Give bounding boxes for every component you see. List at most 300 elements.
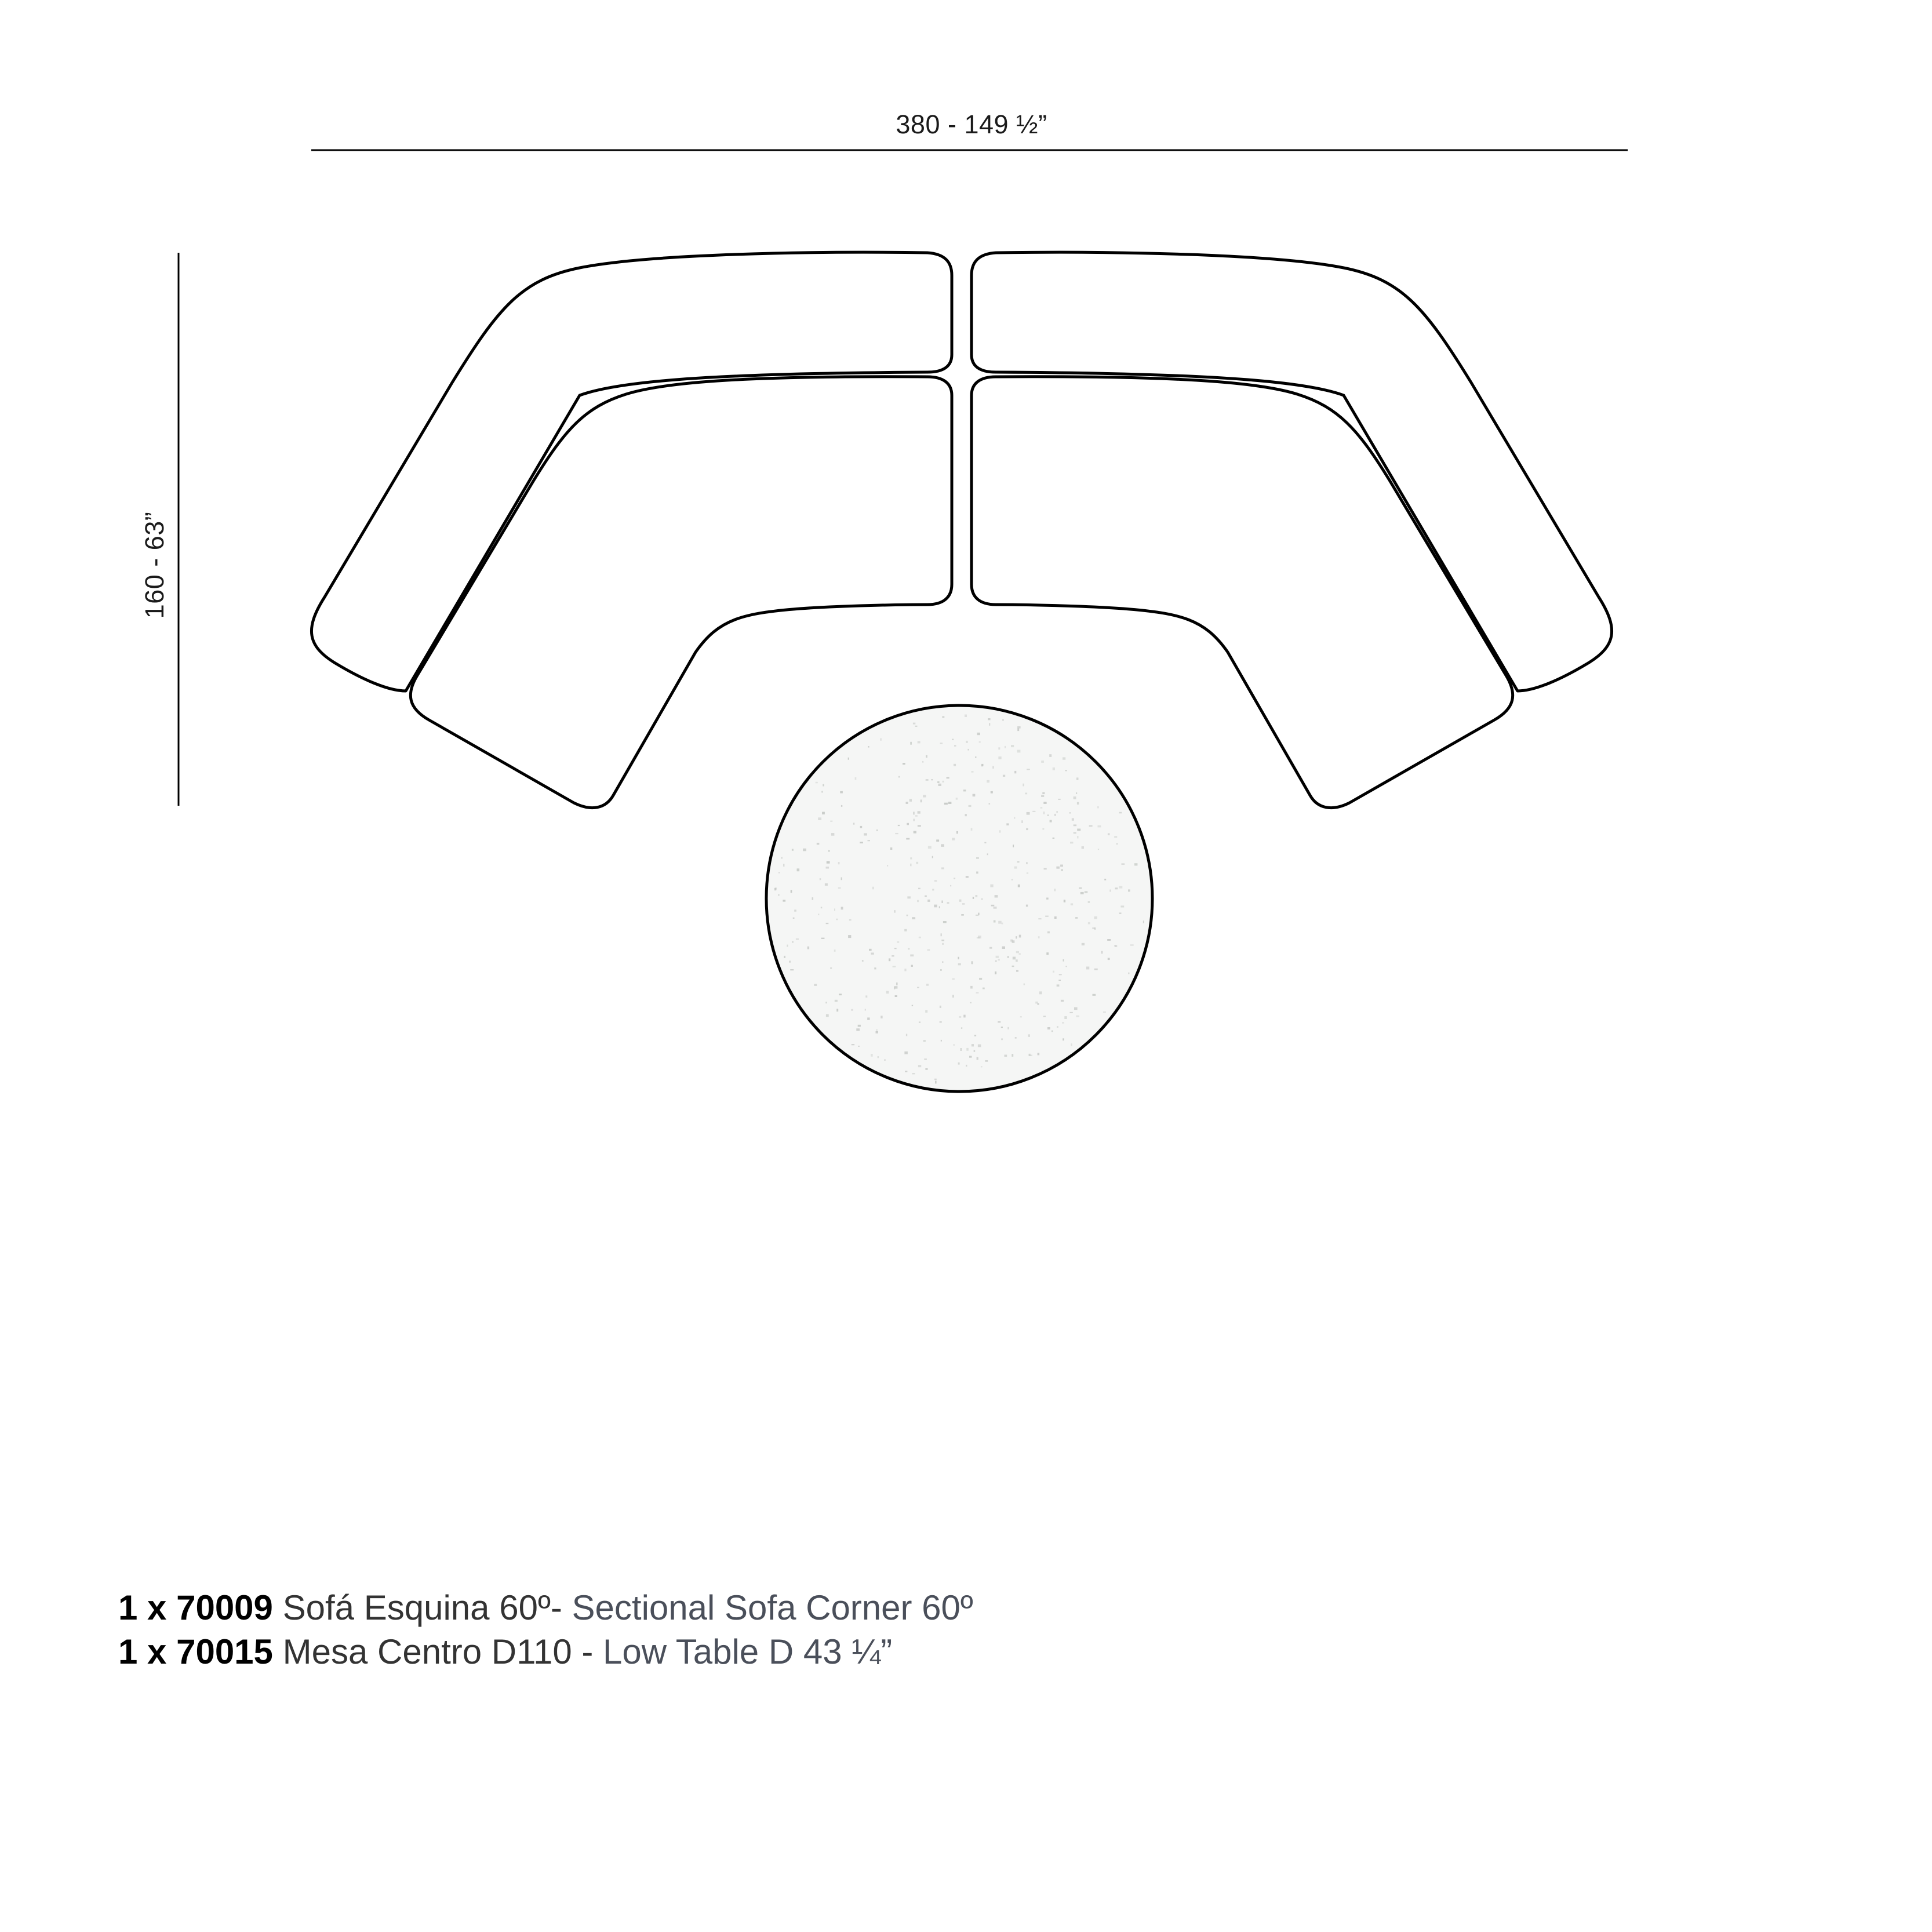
texture-speckle: [981, 1066, 983, 1067]
texture-speckle: [952, 739, 954, 740]
texture-speckle: [1042, 828, 1044, 830]
item-name-en: Low Table D 43 ¼”: [593, 1632, 893, 1671]
texture-speckle: [787, 945, 788, 947]
texture-speckle: [895, 995, 897, 997]
texture-speckle: [989, 947, 992, 949]
texture-speckle: [1005, 1055, 1007, 1057]
texture-speckle: [953, 1045, 955, 1046]
texture-speckle: [836, 919, 838, 920]
texture-speckle: [896, 983, 898, 985]
texture-speckle: [1143, 920, 1144, 923]
texture-speckle: [818, 817, 821, 820]
texture-speckle: [995, 960, 997, 962]
texture-speckle: [1013, 957, 1016, 960]
texture-speckle: [952, 995, 954, 998]
texture-speckle: [925, 1068, 927, 1070]
texture-speckle: [1080, 892, 1084, 894]
texture-speckle: [1128, 973, 1129, 974]
texture-speckle: [972, 961, 973, 964]
texture-speckle: [1041, 795, 1044, 797]
texture-speckle: [1074, 796, 1076, 799]
texture-speckle: [893, 966, 896, 967]
texture-speckle: [987, 853, 988, 855]
texture-speckle: [1061, 1000, 1064, 1002]
texture-speckle: [973, 897, 974, 899]
texture-speckle: [967, 749, 969, 751]
texture-speckle: [1109, 890, 1111, 892]
texture-speckle: [970, 1002, 972, 1003]
texture-speckle: [894, 948, 897, 949]
texture-speckle: [827, 861, 830, 864]
texture-speckle: [940, 969, 942, 971]
texture-speckle: [836, 1009, 838, 1012]
texture-speckle: [972, 1044, 974, 1046]
texture-speckle: [1039, 991, 1042, 994]
texture-speckle: [906, 802, 908, 804]
texture-speckle: [1012, 1054, 1013, 1057]
sofa-back-left: [311, 252, 952, 691]
texture-speckle: [943, 921, 947, 923]
texture-speckle: [855, 777, 857, 780]
texture-speckle: [960, 1048, 962, 1051]
texture-speckle: [1026, 862, 1028, 864]
texture-speckle: [916, 862, 918, 864]
item-code: 1 x 70015: [118, 1632, 273, 1671]
texture-speckle: [1012, 966, 1014, 967]
texture-speckle: [876, 829, 878, 831]
texture-speckle: [874, 967, 876, 969]
texture-speckle: [820, 878, 821, 880]
texture-speckle: [1060, 865, 1063, 867]
texture-speckle: [892, 955, 894, 956]
texture-speckle: [1082, 943, 1085, 945]
texture-speckle: [1070, 842, 1074, 843]
texture-speckle: [887, 865, 888, 867]
texture-speckle: [840, 791, 843, 794]
texture-speckle: [792, 941, 793, 943]
texture-speckle: [862, 960, 864, 962]
texture-speckle: [974, 1035, 976, 1036]
texture-speckle: [1069, 812, 1071, 814]
texture-speckle: [972, 771, 974, 772]
texture-speckle: [925, 1010, 927, 1013]
texture-speckle: [821, 938, 825, 939]
texture-speckle: [913, 819, 915, 821]
texture-speckle: [906, 1034, 907, 1036]
texture-speckle: [991, 791, 993, 794]
texture-speckle: [818, 914, 819, 915]
texture-speckle: [941, 940, 944, 941]
texture-speckle: [794, 909, 796, 911]
texture-speckle: [944, 803, 948, 805]
texture-speckle: [1085, 891, 1088, 893]
texture-speckle: [895, 833, 898, 834]
texture-speckle: [991, 905, 995, 907]
texture-speckle: [943, 781, 944, 783]
texture-speckle: [919, 1021, 920, 1023]
texture-speckle: [1047, 814, 1049, 816]
texture-speckle: [979, 978, 982, 980]
texture-speckle: [831, 833, 835, 836]
texture-speckle: [1063, 959, 1064, 962]
texture-speckle: [908, 948, 909, 950]
texture-speckle: [1014, 817, 1015, 819]
texture-speckle: [841, 878, 843, 881]
texture-speckle: [1054, 916, 1057, 919]
texture-speckle: [910, 857, 912, 859]
texture-speckle: [890, 847, 893, 850]
texture-speckle: [783, 864, 784, 867]
texture-speckle: [932, 889, 934, 890]
texture-speckle: [894, 910, 896, 912]
texture-speckle: [834, 949, 836, 952]
texture-speckle: [969, 805, 972, 807]
texture-speckle: [803, 849, 806, 852]
texture-speckle: [848, 935, 851, 938]
texture-speckle: [1086, 967, 1089, 970]
texture-speckle: [881, 1016, 882, 1018]
texture-speckle: [876, 1031, 879, 1034]
texture-speckle: [1047, 932, 1050, 934]
item-name-en: Sectional Sofa Corner 60º: [562, 1588, 973, 1627]
texture-speckle: [868, 840, 871, 841]
texture-speckle: [969, 1056, 972, 1058]
texture-speckle: [1002, 923, 1003, 925]
texture-speckle: [981, 764, 983, 766]
texture-speckle: [886, 991, 889, 994]
texture-speckle: [889, 958, 890, 961]
texture-speckle: [894, 986, 898, 988]
texture-speckle: [1028, 1034, 1030, 1036]
texture-speckle: [924, 1058, 927, 1060]
texture-speckle: [941, 867, 944, 869]
texture-speckle: [992, 766, 994, 769]
texture-speckle: [1043, 802, 1046, 804]
texture-speckle: [1047, 1027, 1050, 1029]
texture-speckle: [1107, 939, 1111, 941]
texture-speckle: [1058, 980, 1061, 981]
texture-speckle: [913, 723, 915, 725]
texture-speckle: [830, 967, 832, 969]
texture-speckle: [1001, 1038, 1003, 1040]
texture-speckle: [1057, 984, 1060, 987]
texture-speckle: [860, 826, 863, 828]
texture-speckle: [998, 959, 1000, 960]
texture-speckle: [922, 761, 923, 763]
texture-speckle: [1032, 811, 1035, 812]
texture-speckle: [1027, 769, 1030, 770]
texture-speckle: [865, 1009, 866, 1011]
texture-speckle: [825, 1002, 827, 1003]
texture-speckle: [996, 956, 999, 958]
texture-speckle: [789, 960, 791, 962]
texture-speckle: [912, 1005, 913, 1006]
texture-speckle: [1103, 1012, 1106, 1013]
texture-speckle: [1038, 936, 1040, 938]
texture-speckle: [976, 872, 978, 874]
texture-speckle: [998, 756, 1001, 759]
texture-speckle: [1098, 825, 1101, 828]
texture-speckle: [1021, 820, 1023, 823]
texture-speckle: [974, 1050, 976, 1052]
texture-speckle: [904, 969, 906, 971]
texture-speckle: [989, 723, 990, 725]
texture-speckle: [812, 897, 814, 900]
texture-speckle: [1114, 836, 1117, 838]
texture-speckle: [1005, 746, 1006, 748]
texture-speckle: [1024, 984, 1025, 985]
texture-speckle: [959, 900, 962, 902]
texture-speckle: [860, 842, 863, 843]
texture-speckle: [1053, 767, 1055, 770]
texture-speckle: [942, 961, 944, 963]
texture-speckle: [835, 1000, 838, 1002]
texture-speckle: [970, 986, 973, 989]
texture-speckle: [1045, 916, 1049, 917]
texture-speckle: [1072, 818, 1074, 821]
texture-speckle: [910, 955, 914, 957]
texture-speckle: [1002, 947, 1005, 949]
texture-speckle: [1016, 936, 1017, 938]
texture-speckle: [998, 921, 1002, 924]
texture-speckle: [940, 743, 943, 744]
texture-speckle: [1076, 792, 1077, 794]
texture-speckle: [1071, 1043, 1072, 1046]
texture-speckle: [781, 857, 783, 859]
texture-speckle: [1053, 838, 1055, 839]
texture-speckle: [1076, 1016, 1079, 1017]
texture-speckle: [858, 1046, 860, 1047]
texture-speckle: [941, 901, 943, 904]
texture-speckle: [796, 938, 799, 940]
item-code: 1 x 70009: [118, 1588, 273, 1627]
texture-speckle: [884, 1059, 886, 1061]
texture-speckle: [962, 903, 965, 904]
texture-speckle: [1057, 811, 1058, 813]
texture-speckle: [1043, 812, 1045, 814]
texture-speckle: [941, 1040, 942, 1042]
item-list: [118, 1586, 973, 1674]
texture-speckle: [1049, 754, 1051, 757]
texture-speckle: [904, 929, 907, 932]
texture-speckle: [1116, 843, 1118, 845]
texture-speckle: [990, 885, 993, 887]
texture-speckle: [1017, 750, 1021, 753]
texture-speckle: [915, 726, 918, 727]
texture-speckle: [1014, 771, 1016, 773]
low-table: [766, 705, 1152, 1091]
texture-speckle: [1061, 869, 1063, 871]
texture-speckle: [1027, 872, 1028, 874]
texture-speckle: [934, 880, 937, 881]
texture-speckle: [1007, 956, 1009, 958]
texture-speckle: [1038, 1003, 1039, 1005]
texture-speckle: [1051, 1031, 1053, 1032]
width-dimension-label: 380 - 149 ½”: [896, 110, 1047, 139]
texture-speckle: [917, 987, 919, 988]
texture-speckle: [825, 883, 828, 886]
texture-speckle: [898, 825, 900, 826]
texture-speckle: [965, 814, 967, 816]
texture-speckle: [1108, 833, 1110, 835]
texture-speckle: [1104, 879, 1106, 881]
texture-speckle: [948, 802, 952, 804]
texture-speckle: [923, 1040, 926, 1042]
texture-speckle: [1119, 886, 1123, 889]
texture-speckle: [814, 984, 817, 986]
texture-speckle: [915, 815, 918, 817]
texture-speckle: [872, 887, 874, 890]
texture-speckle: [1065, 770, 1067, 771]
texture-speckle: [792, 849, 794, 850]
texture-speckle: [853, 823, 855, 824]
texture-speckle: [1058, 799, 1060, 800]
texture-speckle: [838, 887, 841, 889]
texture-speckle: [898, 776, 900, 778]
texture-speckle: [925, 896, 927, 897]
texture-speckle: [1077, 829, 1080, 831]
texture-speckle: [1088, 901, 1090, 903]
texture-speckle: [934, 905, 937, 908]
texture-speckle: [941, 933, 942, 936]
texture-speckle: [1023, 784, 1024, 787]
texture-speckle: [878, 1056, 879, 1058]
texture-speckle: [816, 782, 818, 784]
texture-speckle: [947, 777, 949, 779]
texture-speckle: [841, 907, 843, 909]
texture-speckle: [1016, 970, 1018, 972]
texture-speckle: [869, 949, 872, 951]
texture-speckle: [858, 1025, 861, 1027]
texture-speckle: [936, 839, 939, 842]
texture-speckle: [995, 895, 998, 897]
texture-speckle: [1011, 745, 1014, 747]
texture-speckle: [1015, 1037, 1017, 1038]
texture-speckle: [1018, 885, 1020, 887]
texture-speckle: [1063, 757, 1065, 759]
texture-speckle: [910, 864, 911, 867]
texture-speckle: [897, 941, 900, 943]
texture-speckle: [783, 900, 785, 901]
texture-speckle: [1130, 944, 1134, 946]
texture-speckle: [880, 738, 882, 741]
texture-speckle: [1108, 958, 1110, 960]
texture-speckle: [1007, 1027, 1009, 1029]
texture-speckle: [978, 1045, 981, 1047]
texture-speckle: [774, 888, 776, 890]
texture-speckle: [856, 1028, 860, 1031]
texture-speckle: [1064, 1016, 1067, 1019]
texture-speckle: [956, 831, 958, 834]
texture-speckle: [1128, 889, 1130, 892]
texture-speckle: [918, 888, 920, 890]
texture-speckle: [950, 885, 951, 887]
texture-speckle: [905, 1071, 907, 1072]
texture-speckle: [910, 742, 912, 745]
texture-speckle: [1010, 940, 1013, 942]
texture-speckle: [1101, 951, 1103, 954]
texture-speckle: [1003, 775, 1005, 777]
texture-speckle: [977, 733, 980, 735]
texture-speckle: [1050, 820, 1052, 823]
texture-speckle: [943, 943, 944, 945]
texture-speckle: [963, 1015, 966, 1018]
texture-speckle: [826, 923, 829, 924]
texture-speckle: [790, 969, 794, 970]
texture-speckle: [952, 978, 955, 980]
texture-speckle: [1038, 918, 1041, 919]
texture-speckle: [1020, 1016, 1022, 1017]
texture-speckle: [778, 894, 780, 896]
texture-speckle: [871, 1054, 873, 1057]
texture-speckle: [871, 952, 874, 954]
texture-speckle: [954, 745, 956, 746]
texture-speckle: [928, 846, 932, 849]
texture-speckle: [1016, 959, 1018, 962]
texture-speckle: [1119, 912, 1122, 914]
texture-speckle: [1115, 887, 1118, 889]
texture-speckle: [1019, 954, 1021, 955]
texture-speckle: [1063, 1038, 1064, 1040]
texture-speckle: [1053, 971, 1054, 973]
texture-speckle: [958, 963, 961, 966]
texture-speckle: [1079, 887, 1082, 889]
item-name-es: Sofá Esquina 60º-: [282, 1588, 562, 1627]
texture-speckle: [976, 857, 979, 858]
width-dimension: [311, 110, 1628, 150]
texture-speckle: [940, 1021, 942, 1023]
texture-speckle: [983, 988, 985, 989]
texture-speckle: [1038, 1053, 1040, 1055]
texture-speckle: [973, 794, 976, 797]
texture-speckle: [778, 872, 780, 873]
texture-speckle: [1001, 1027, 1003, 1028]
texture-speckle: [1074, 832, 1076, 834]
texture-speckle: [988, 718, 991, 720]
texture-speckle: [1046, 898, 1049, 900]
texture-speckle: [918, 825, 921, 827]
texture-speckle: [994, 920, 996, 923]
texture-speckle: [1064, 900, 1065, 903]
texture-speckle: [937, 781, 940, 783]
texture-speckle: [966, 741, 968, 743]
texture-speckle: [1094, 969, 1098, 970]
texture-speckle: [791, 890, 792, 893]
texture-speckle: [784, 956, 785, 958]
texture-speckle: [995, 972, 996, 974]
texture-speckle: [1002, 719, 1004, 721]
texture-speckle: [1056, 867, 1060, 869]
texture-speckle: [834, 908, 835, 911]
texture-speckle: [1077, 802, 1079, 805]
texture-speckle: [954, 878, 955, 879]
texture-speckle: [1119, 812, 1122, 814]
texture-speckle: [1016, 951, 1019, 954]
texture-speckle: [1029, 1055, 1032, 1057]
low-table-top: [766, 705, 1152, 1091]
item-row-table: [118, 1630, 973, 1674]
texture-speckle: [1098, 849, 1099, 850]
texture-speckle: [938, 784, 942, 786]
texture-speckle: [1026, 828, 1028, 831]
texture-speckle: [817, 843, 820, 845]
texture-speckle: [864, 833, 867, 835]
texture-speckle: [851, 1009, 853, 1011]
texture-speckle: [907, 896, 911, 898]
texture-speckle: [912, 1073, 915, 1074]
texture-speckle: [1027, 812, 1030, 815]
texture-speckle: [826, 1014, 829, 1017]
